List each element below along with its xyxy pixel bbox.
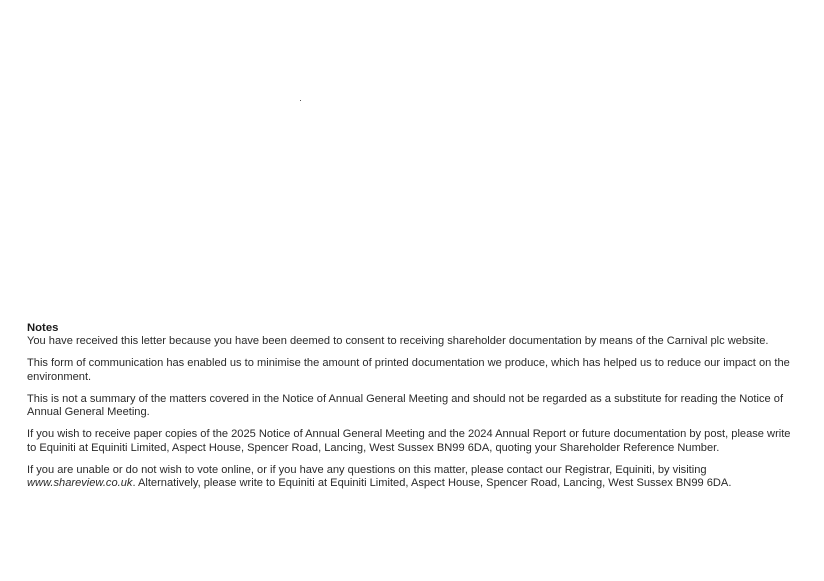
contact-text-before: If you are unable or do not wish to vote online, or if you have any questions on this matter, please contact our Registrar, Equiniti, by visiting <box>27 463 707 476</box>
stray-dot <box>300 100 301 101</box>
notes-paragraph-environment: This form of communication has enabled us to minimise the amount of printed documentation we produce, which has helped us to reduce our impact on the environment. <box>27 356 790 383</box>
notes-paragraph-paper-copies: If you wish to receive paper copies of the 2025 Notice of Annual General Meeting and the 2024 Annual Report or future documentation by post, please write to Equiniti at Equiniti Limited, Aspect House, Spencer Road, Lancing, West Sussex BN99 6DA, quoting your Shareholder Reference Number. <box>27 428 791 454</box>
shareview-link: www.shareview.co.uk <box>27 477 133 490</box>
contact-text-after: . Alternatively, please write to Equiniti at Equiniti Limited, Aspect House, Spencer Road, Lancing, West Sussex BN99 6DA. <box>132 477 732 490</box>
notes-heading: Notes <box>27 322 59 334</box>
notes-section <box>27 321 797 499</box>
notes-paragraph-consent: You have received this letter because you have been deemed to consent to receiving shareholder documentation by means of the Carnival plc website. <box>27 335 769 347</box>
notes-paragraph-contact <box>27 464 797 491</box>
notes-paragraph-summary: This is not a summary of the matters covered in the Notice of Annual General Meeting and should not be regarded as a substitute for reading the Notice of Annual General Meeting. <box>27 392 784 419</box>
